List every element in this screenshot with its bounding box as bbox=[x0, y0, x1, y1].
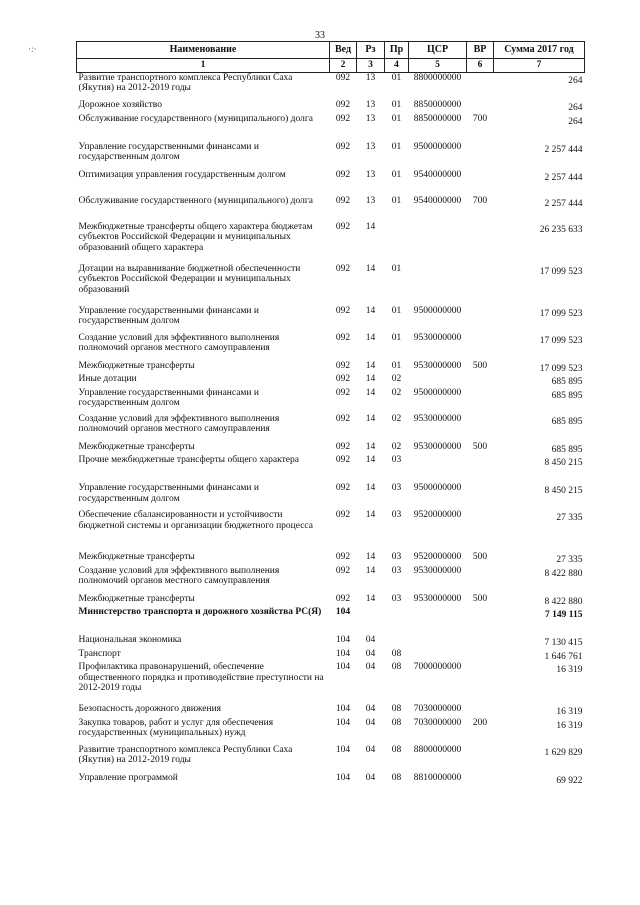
header-rz: Рз bbox=[357, 42, 385, 59]
cell-sum: 27 335 bbox=[556, 513, 583, 523]
cell-vr bbox=[467, 222, 494, 264]
cell-name: Транспорт bbox=[78, 648, 121, 659]
cell-csr: 9520000000 bbox=[413, 552, 462, 562]
index-cell: 1 bbox=[77, 59, 330, 73]
cell-pr: 02 bbox=[391, 441, 402, 452]
cell-csr: 9540000000 bbox=[413, 169, 462, 180]
cell-sum: 264 bbox=[568, 75, 583, 86]
cell-ved: 104 bbox=[335, 717, 351, 728]
cell-sum: 17 099 523 bbox=[539, 266, 583, 277]
cell-sum: 264 bbox=[568, 103, 583, 113]
cell-pr: 01 bbox=[391, 169, 402, 180]
cell-ved: 104 bbox=[335, 704, 351, 714]
cell-vr: 200 bbox=[472, 717, 488, 728]
cell-rz: 04 bbox=[365, 744, 376, 755]
cell-name: Министерство транспорта и дорожного хозяйства РС(Я) bbox=[78, 607, 322, 617]
cell-sum: 17 099 523 bbox=[539, 308, 583, 319]
cell-csr: 9530000000 bbox=[413, 332, 462, 343]
index-cell: 4 bbox=[385, 59, 409, 73]
cell-csr: 9500000000 bbox=[413, 141, 462, 152]
cell-rz: 14 bbox=[365, 374, 376, 384]
cell-rz: 14 bbox=[365, 263, 376, 274]
cell-name: Межбюджетные трансферты bbox=[78, 552, 195, 562]
table-row bbox=[77, 264, 585, 306]
table-row bbox=[77, 374, 585, 388]
table-row bbox=[77, 662, 585, 704]
cell-vr: 500 bbox=[472, 441, 488, 452]
cell-name: Управление государственными финансами и государственным долгом bbox=[78, 305, 259, 326]
table-row bbox=[77, 718, 585, 745]
page-number: 33 bbox=[315, 30, 325, 41]
cell-vr bbox=[467, 455, 494, 483]
cell-csr bbox=[409, 649, 467, 663]
table-row bbox=[77, 649, 585, 663]
index-row bbox=[77, 59, 585, 73]
index-cell: 3 bbox=[357, 59, 385, 73]
cell-ved: 092 bbox=[335, 195, 351, 206]
cell-sum: 7 130 415 bbox=[544, 638, 583, 648]
cell-csr: 8850000000 bbox=[413, 100, 462, 110]
table-row bbox=[77, 704, 585, 718]
cell-sum: 1 646 761 bbox=[544, 651, 583, 662]
cell-ved: 104 bbox=[335, 648, 351, 659]
cell-sum: 2 257 444 bbox=[544, 172, 583, 183]
cell-csr: 9500000000 bbox=[413, 305, 462, 316]
cell-sum: 8 422 880 bbox=[544, 568, 583, 579]
cell-sum: 2 257 444 bbox=[544, 198, 583, 209]
cell-rz: 14 bbox=[365, 360, 376, 371]
cell-vr: 500 bbox=[472, 593, 488, 604]
cell-pr: 03 bbox=[391, 455, 402, 465]
cell-pr bbox=[385, 635, 409, 649]
cell-pr: 01 bbox=[391, 100, 402, 110]
cell-rz: 13 bbox=[365, 195, 376, 206]
scan-mark: ·:· bbox=[28, 44, 37, 54]
cell-vr bbox=[467, 649, 494, 663]
cell-pr: 01 bbox=[391, 141, 402, 152]
cell-sum: 26 235 633 bbox=[539, 224, 583, 235]
cell-ved: 104 bbox=[335, 662, 351, 672]
cell-sum: 685 895 bbox=[551, 377, 583, 387]
cell-pr: 01 bbox=[391, 263, 402, 274]
cell-ved: 092 bbox=[335, 374, 351, 384]
cell-pr: 03 bbox=[391, 483, 402, 493]
cell-csr: 9530000000 bbox=[413, 565, 462, 576]
table-row bbox=[77, 142, 585, 170]
index-cell: 5 bbox=[409, 59, 467, 73]
cell-ved: 092 bbox=[335, 332, 351, 343]
cell-vr bbox=[467, 100, 494, 114]
cell-vr bbox=[467, 333, 494, 361]
cell-vr bbox=[467, 414, 494, 442]
cell-ved: 092 bbox=[335, 565, 351, 576]
cell-vr bbox=[467, 264, 494, 306]
cell-name: Национальная экономика bbox=[78, 635, 182, 645]
cell-rz: 04 bbox=[365, 635, 376, 645]
cell-sum: 8 450 215 bbox=[544, 458, 583, 468]
cell-name: Управление государственными финансами и государственным долгом bbox=[78, 387, 259, 408]
cell-ved: 104 bbox=[335, 744, 351, 755]
cell-sum: 2 257 444 bbox=[544, 144, 583, 155]
cell-ved: 104 bbox=[335, 635, 351, 645]
header-vr: ВР bbox=[467, 42, 494, 59]
cell-sum: 16 319 bbox=[556, 720, 583, 731]
cell-ved: 092 bbox=[335, 141, 351, 152]
cell-sum: 69 922 bbox=[556, 775, 583, 786]
cell-ved: 092 bbox=[335, 360, 351, 371]
table-row bbox=[77, 196, 585, 222]
cell-sum: 685 895 bbox=[551, 390, 583, 401]
cell-vr bbox=[467, 388, 494, 414]
cell-pr: 01 bbox=[391, 113, 402, 124]
cell-name: Оптимизация управления государственным долгом bbox=[78, 169, 286, 180]
cell-rz: 14 bbox=[365, 413, 376, 424]
table-row bbox=[77, 607, 585, 635]
cell-pr: 01 bbox=[391, 305, 402, 316]
cell-vr bbox=[467, 773, 494, 787]
cell-vr: 500 bbox=[472, 552, 488, 562]
table-row bbox=[77, 483, 585, 510]
cell-vr bbox=[467, 483, 494, 510]
cell-csr bbox=[409, 264, 467, 306]
cell-rz: 14 bbox=[365, 305, 376, 316]
cell-ved: 092 bbox=[335, 441, 351, 452]
cell-name: Межбюджетные трансферты общего характера бюджетам субъектов Российской Федерации и муниципальных образований общего характера bbox=[78, 221, 313, 253]
table-row bbox=[77, 306, 585, 333]
cell-ved: 092 bbox=[335, 72, 351, 83]
cell-vr: 500 bbox=[472, 360, 488, 371]
cell-rz: 14 bbox=[365, 593, 376, 604]
cell-ved: 092 bbox=[335, 552, 351, 562]
cell-pr bbox=[385, 222, 409, 264]
cell-pr: 08 bbox=[391, 772, 402, 783]
cell-ved: 092 bbox=[335, 483, 351, 493]
cell-ved: 092 bbox=[335, 305, 351, 316]
table-row bbox=[77, 635, 585, 649]
cell-sum: 8 422 880 bbox=[544, 596, 583, 607]
cell-sum: 264 bbox=[568, 116, 583, 127]
cell-csr: 8810000000 bbox=[413, 772, 462, 783]
table-row bbox=[77, 442, 585, 456]
cell-rz: 04 bbox=[365, 704, 376, 714]
table-row bbox=[77, 455, 585, 483]
cell-name: Обеспечение сбалансированности и устойчивости бюджетной системы и организации бюджетного процесса bbox=[78, 510, 313, 531]
cell-vr bbox=[467, 566, 494, 594]
table-row bbox=[77, 114, 585, 142]
cell-rz: 13 bbox=[365, 100, 376, 110]
cell-rz: 14 bbox=[365, 221, 376, 232]
index-cell: 2 bbox=[330, 59, 357, 73]
cell-rz: 14 bbox=[365, 455, 376, 465]
budget-table bbox=[76, 41, 585, 787]
cell-rz bbox=[357, 607, 385, 635]
cell-rz: 13 bbox=[365, 169, 376, 180]
cell-rz: 13 bbox=[365, 72, 376, 83]
cell-rz: 04 bbox=[365, 772, 376, 783]
header-ved: Вед bbox=[330, 42, 357, 59]
cell-name: Управление программой bbox=[78, 772, 178, 783]
cell-csr: 9530000000 bbox=[413, 360, 462, 371]
cell-csr: 7030000000 bbox=[413, 717, 462, 728]
header-name: Наименование bbox=[77, 42, 330, 59]
cell-name: Создание условий для эффективного выполнения полномочий органов местного самоуправления bbox=[78, 565, 280, 586]
cell-vr bbox=[467, 635, 494, 649]
cell-sum: 1 629 829 bbox=[544, 747, 583, 758]
cell-pr: 03 bbox=[391, 552, 402, 562]
cell-ved: 092 bbox=[335, 387, 351, 398]
table-row bbox=[77, 552, 585, 566]
cell-vr bbox=[467, 142, 494, 170]
cell-sum: 16 319 bbox=[556, 665, 583, 675]
cell-csr: 9500000000 bbox=[413, 483, 462, 493]
table-row bbox=[77, 510, 585, 552]
cell-pr: 08 bbox=[391, 662, 402, 672]
cell-sum: 8 450 215 bbox=[544, 486, 583, 496]
cell-csr: 9530000000 bbox=[413, 593, 462, 604]
cell-sum: 17 099 523 bbox=[539, 335, 583, 346]
cell-name: Дорожное хозяйство bbox=[78, 100, 162, 110]
cell-name: Иные дотации bbox=[78, 374, 137, 384]
cell-ved: 092 bbox=[335, 413, 351, 424]
table-row bbox=[77, 414, 585, 442]
cell-rz: 14 bbox=[365, 510, 376, 520]
cell-ved: 092 bbox=[335, 169, 351, 180]
cell-pr: 08 bbox=[391, 648, 402, 659]
cell-rz: 13 bbox=[365, 113, 376, 124]
table-row bbox=[77, 100, 585, 114]
cell-rz: 14 bbox=[365, 387, 376, 398]
cell-name: Управление государственными финансами и государственным долгом bbox=[78, 141, 259, 162]
table-row bbox=[77, 222, 585, 264]
cell-vr bbox=[467, 510, 494, 552]
cell-rz: 04 bbox=[365, 662, 376, 672]
table-row bbox=[77, 361, 585, 375]
cell-vr bbox=[467, 704, 494, 718]
cell-rz: 14 bbox=[365, 565, 376, 576]
cell-csr: 9500000000 bbox=[413, 387, 462, 398]
cell-name: Обслуживание государственного (муниципального) долга bbox=[78, 195, 313, 206]
cell-csr bbox=[409, 607, 467, 635]
cell-name: Безопасность дорожного движения bbox=[78, 704, 222, 714]
cell-pr: 02 bbox=[391, 413, 402, 424]
cell-ved: 092 bbox=[335, 263, 351, 274]
table-row bbox=[77, 745, 585, 773]
cell-name: Дотации на выравнивание бюджетной обеспеченности субъектов Российской Федерации и муниципальных образований bbox=[78, 263, 301, 295]
cell-sum: 685 895 bbox=[551, 444, 583, 455]
index-cell: 7 bbox=[494, 59, 585, 73]
cell-name: Межбюджетные трансферты bbox=[78, 360, 195, 371]
cell-csr bbox=[409, 635, 467, 649]
cell-csr: 9520000000 bbox=[413, 510, 462, 520]
table-row bbox=[77, 170, 585, 196]
table-row bbox=[77, 773, 585, 787]
cell-rz: 04 bbox=[365, 648, 376, 659]
cell-vr: 700 bbox=[472, 113, 488, 124]
cell-ved: 092 bbox=[335, 221, 351, 232]
cell-name: Межбюджетные трансферты bbox=[78, 441, 195, 452]
cell-csr: 8800000000 bbox=[413, 72, 462, 83]
cell-csr: 9540000000 bbox=[413, 195, 462, 206]
cell-csr: 8850000000 bbox=[413, 113, 462, 124]
header-row bbox=[77, 42, 585, 59]
cell-name: Закупка товаров, работ и услуг для обеспечения государственных (муниципальных) нужд bbox=[78, 717, 274, 738]
table-row bbox=[77, 72, 585, 100]
cell-sum: 27 335 bbox=[556, 555, 583, 565]
cell-name: Профилактика правонарушений, обеспечение общественного порядка и противодействие преступности на 2012-2019 годы bbox=[78, 662, 324, 693]
cell-csr bbox=[409, 374, 467, 388]
cell-pr: 03 bbox=[391, 565, 402, 576]
cell-pr bbox=[385, 607, 409, 635]
cell-csr: 7000000000 bbox=[413, 662, 462, 672]
cell-rz: 13 bbox=[365, 141, 376, 152]
cell-ved: 092 bbox=[335, 510, 351, 520]
cell-vr: 700 bbox=[472, 195, 488, 206]
cell-pr: 01 bbox=[391, 332, 402, 343]
cell-sum: 7 149 115 bbox=[545, 610, 583, 620]
cell-pr: 02 bbox=[391, 374, 402, 384]
index-cell: 6 bbox=[467, 59, 494, 73]
table-row bbox=[77, 388, 585, 414]
cell-pr: 03 bbox=[391, 593, 402, 604]
cell-ved: 092 bbox=[335, 100, 351, 110]
cell-name: Развитие транспортного комплекса Республики Саха (Якутия) на 2012-2019 годы bbox=[78, 744, 293, 765]
cell-pr: 02 bbox=[391, 387, 402, 398]
cell-name: Управление государственными финансами и государственным долгом bbox=[78, 483, 259, 504]
cell-ved: 092 bbox=[335, 455, 351, 465]
cell-csr bbox=[409, 222, 467, 264]
cell-vr bbox=[467, 170, 494, 196]
cell-pr: 01 bbox=[391, 360, 402, 371]
cell-vr bbox=[467, 662, 494, 704]
header-sum: Сумма 2017 год bbox=[494, 42, 585, 59]
cell-ved: 092 bbox=[335, 113, 351, 124]
cell-name: Создание условий для эффективного выполнения полномочий органов местного самоуправления bbox=[78, 413, 280, 434]
cell-name: Межбюджетные трансферты bbox=[78, 593, 195, 604]
table-row bbox=[77, 594, 585, 608]
cell-pr: 03 bbox=[391, 510, 402, 520]
cell-ved: 104 bbox=[335, 607, 351, 617]
cell-ved: 104 bbox=[335, 772, 351, 783]
cell-vr bbox=[467, 374, 494, 388]
table-row bbox=[77, 566, 585, 594]
cell-vr bbox=[467, 306, 494, 333]
cell-rz: 14 bbox=[365, 332, 376, 343]
cell-pr: 08 bbox=[391, 704, 402, 714]
cell-name: Прочие межбюджетные трансферты общего характера bbox=[78, 455, 299, 465]
cell-name: Обслуживание государственного (муниципального) долга bbox=[78, 113, 313, 124]
cell-pr: 01 bbox=[391, 72, 402, 83]
table-row bbox=[77, 333, 585, 361]
cell-pr: 08 bbox=[391, 744, 402, 755]
cell-sum: 17 099 523 bbox=[539, 363, 583, 374]
header-pr: Пр bbox=[385, 42, 409, 59]
cell-ved: 092 bbox=[335, 593, 351, 604]
cell-rz: 14 bbox=[365, 441, 376, 452]
cell-rz: 04 bbox=[365, 717, 376, 728]
cell-sum: 685 895 bbox=[551, 416, 583, 427]
cell-pr: 08 bbox=[391, 717, 402, 728]
cell-pr: 01 bbox=[391, 195, 402, 206]
cell-name: Создание условий для эффективного выполнения полномочий органов местного самоуправления bbox=[78, 332, 280, 353]
cell-vr bbox=[467, 745, 494, 773]
cell-csr: 7030000000 bbox=[413, 704, 462, 714]
cell-csr: 9530000000 bbox=[413, 441, 462, 452]
cell-csr bbox=[409, 455, 467, 483]
cell-name: Развитие транспортного комплекса Республики Саха (Якутия) на 2012-2019 годы bbox=[78, 72, 293, 93]
cell-rz: 14 bbox=[365, 552, 376, 562]
header-csr: ЦСР bbox=[409, 42, 467, 59]
cell-rz: 14 bbox=[365, 483, 376, 493]
cell-sum: 16 319 bbox=[556, 707, 583, 717]
cell-csr: 8800000000 bbox=[413, 744, 462, 755]
cell-vr bbox=[467, 607, 494, 635]
cell-vr bbox=[467, 72, 494, 100]
cell-csr: 9530000000 bbox=[413, 413, 462, 424]
